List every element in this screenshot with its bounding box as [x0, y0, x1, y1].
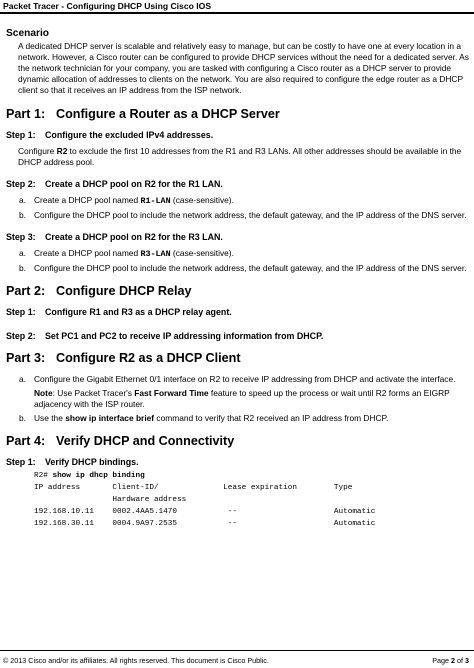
command-name: show ip interface brief — [65, 413, 155, 423]
step-number: Step 3: — [6, 232, 36, 242]
part1-step1-paragraph — [18, 146, 470, 168]
total-pages: 3 — [465, 656, 469, 665]
list-marker: a. — [19, 195, 26, 205]
footer-copyright: © 2013 Cisco and/or its affiliates. All rights reserved. This document is Cisco Public. — [3, 656, 269, 665]
list-item — [19, 195, 470, 207]
list-marker: b. — [19, 263, 26, 273]
cli-output — [34, 470, 472, 530]
text-run: Use the — [34, 413, 66, 423]
text-run: of — [455, 656, 465, 665]
header-rule — [0, 12, 474, 14]
cli-header-line: IP address Client-ID/ Lease expiration Type — [34, 484, 353, 492]
step-number: Step 1: — [6, 457, 36, 467]
list-item — [19, 263, 470, 274]
cli-prompt: R2# — [34, 472, 53, 480]
step-title: Set PC1 and PC2 to receive IP addressing information from DHCP. — [45, 331, 324, 341]
cli-binding-row: 192.168.30.11 0004.9A97.2535 -- Automatic — [34, 520, 376, 528]
part3-title: Configure R2 as a DHCP Client — [56, 351, 241, 365]
step-title: Configure the excluded IPv4 addresses. — [45, 130, 214, 140]
text-run: Configure the DHCP pool to include the network address, the default gateway, and the IP address of the DNS server. — [34, 263, 467, 273]
current-page: 2 — [451, 656, 455, 665]
part1-step2-heading — [6, 179, 472, 189]
feature-name: Fast Forward Time — [134, 388, 209, 398]
text-run: (case-sensitive). — [170, 248, 234, 258]
text-run: (case-sensitive). — [170, 195, 234, 205]
step-title: Configure R1 and R3 as a DHCP relay agent. — [45, 307, 232, 317]
list-item — [19, 210, 470, 221]
scenario-heading: Scenario — [6, 28, 50, 39]
cli-binding-row: 192.168.10.11 0002.4AA5.1470 -- Automatic — [34, 508, 376, 516]
part2-title: Configure DHCP Relay — [56, 284, 192, 298]
part1-title: Configure a Router as a DHCP Server — [56, 107, 280, 121]
cli-command: show ip dhcp binding — [52, 472, 145, 480]
part4-number: Part 4: — [6, 434, 46, 448]
text-run: command to verify that R2 received an IP address from DHCP. — [154, 413, 389, 423]
cli-header-line: Hardware address — [34, 496, 187, 504]
text-run: Page — [432, 656, 451, 665]
text-run: Configure the DHCP pool to include the network address, the default gateway, and the IP address of the DNS server. — [34, 210, 467, 220]
text-run: Configure — [18, 146, 57, 156]
text-run: to exclude the first 10 addresses from the R1 and R3 LANs. All other addresses should be available in the DHCP address pool. — [18, 146, 462, 167]
text-run: Configure the Gigabit Ethernet 0/1 interface on R2 to receive IP addressing from DHCP and activate the interface. — [34, 374, 456, 384]
cli-command-line — [34, 470, 472, 482]
text-run: feature to speed up the process or wait until R2 forms an EIGRP adjacency with the ISP router. — [34, 388, 450, 409]
pool-name: R1-LAN — [140, 196, 171, 206]
text-run: Create a DHCP pool named — [34, 248, 141, 258]
pool-name: R3-LAN — [140, 249, 171, 259]
step-number: Step 1: — [6, 130, 36, 140]
part4-step1-heading — [6, 457, 472, 467]
list-item — [19, 374, 470, 385]
part1-number: Part 1: — [6, 107, 46, 121]
step-number: Step 2: — [6, 331, 36, 341]
part2-heading — [6, 284, 472, 298]
page-header-title: Packet Tracer - Configuring DHCP Using Cisco IOS — [3, 1, 212, 11]
note-label: Note — [34, 388, 53, 398]
document-body — [6, 28, 472, 530]
part3-heading — [6, 351, 472, 365]
step-title: Create a DHCP pool on R2 for the R3 LAN. — [45, 232, 223, 242]
text-run: : Use Packet Tracer's — [52, 388, 135, 398]
footer-page-number — [432, 656, 469, 665]
text-run: Create a DHCP pool named — [34, 195, 141, 205]
note-paragraph — [34, 388, 470, 410]
part1-step1-heading — [6, 130, 472, 140]
router-name: R2 — [56, 146, 68, 156]
list-item — [19, 248, 470, 260]
step-number: Step 1: — [6, 307, 36, 317]
scenario-paragraph: A dedicated DHCP server is scalable and relatively easy to manage, but can be costly to have one at every location in a network. However, a Cisco router can be configured to provide DHCP services without the need for a dedicated server. As the network technician for your company, you are tasked with configuring a Cisco router as a DHCP server to provide dynamic allocation of addresses to clients on the network. You are also required to configure the edge router as a DHCP client so that it receives an IP address from the ISP network. — [18, 41, 469, 95]
part4-title: Verify DHCP and Connectivity — [56, 434, 235, 448]
list-marker: a. — [19, 248, 26, 258]
part1-heading — [6, 107, 472, 121]
part3-number: Part 3: — [6, 351, 46, 365]
part2-step1-heading — [6, 307, 472, 317]
list-marker: b. — [19, 210, 26, 220]
part2-number: Part 2: — [6, 284, 46, 298]
step-title: Create a DHCP pool on R2 for the R1 LAN. — [45, 179, 223, 189]
part2-step2-heading — [6, 331, 472, 341]
step-title: Verify DHCP bindings. — [45, 457, 139, 467]
part1-step3-heading — [6, 232, 472, 242]
list-marker: a. — [19, 374, 26, 384]
footer-rule — [0, 650, 474, 651]
list-marker: b. — [19, 413, 26, 423]
step-number: Step 2: — [6, 179, 36, 189]
list-item — [19, 413, 470, 424]
part4-heading — [6, 434, 472, 448]
